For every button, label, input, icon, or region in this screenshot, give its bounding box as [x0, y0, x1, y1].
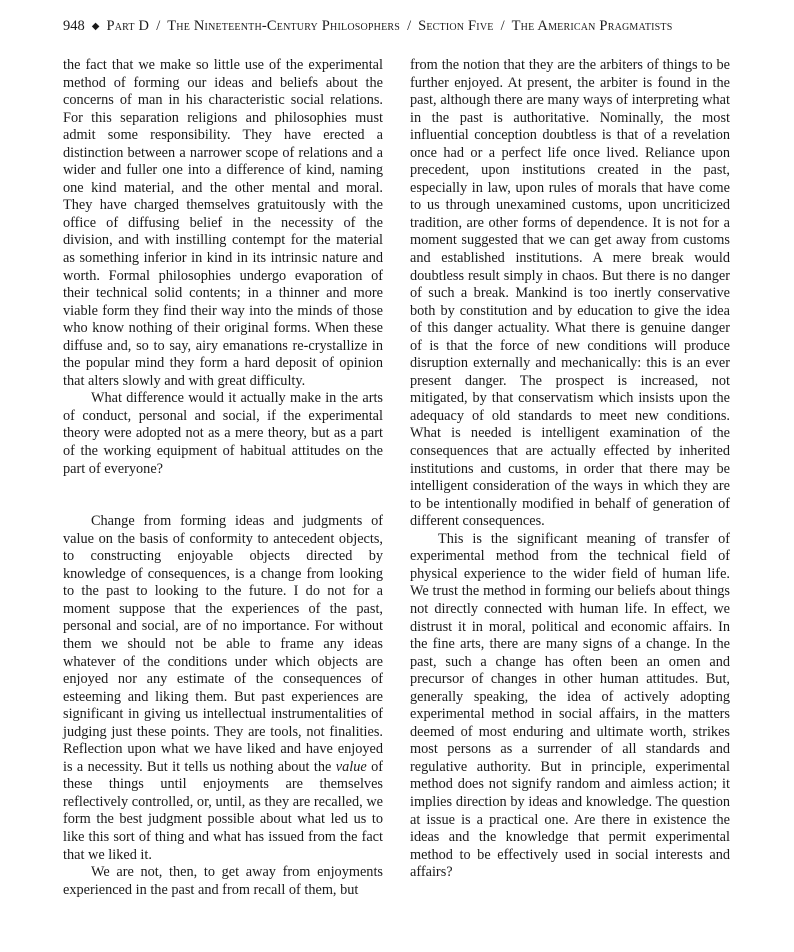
header-section: Section Five: [418, 18, 494, 34]
left-text-column: [63, 57, 383, 899]
paragraph-text: Change from forming ideas and judgments of value on the basis of conformity to antecedent objects, to constructing enjoyable objects directed by knowledge of consequences, is a change from looking to the past to looking to the future. I do not for a moment suppose that the experiences of the past, personal and social, are of no importance. For without them we should not be able to frame any ideas whatever of the conditions under which objects are enjoyed nor any estimate of the consequences of esteeming and liking them. But past experiences are significant in giving us intellectual instrumentalities of judging just these points. They are tools, not finalities. Reflection upon what we have liked and have enjoyed is a necessity. But it tells us nothing about the: [63, 513, 383, 775]
header-chapter: The American Pragmatists: [511, 18, 673, 34]
paragraph: We are not, then, to get away from enjoyments experienced in the past and from recall of them, but: [63, 864, 383, 898]
running-header: [63, 18, 733, 40]
emphasized-word: value: [335, 758, 367, 775]
paragraph: the fact that we make so little use of the experimental method of forming our ideas and beliefs about the concerns of man in his characteristic social relations. For this separation religions and philosophies must admit some responsibility. They have erected a distinction between a narrower scope of relations and a wider and fuller one into a difference of kind, naming one kind material, and the other mental and moral. They have charged themselves gratuitously with the office of diffusing belief in the necessity of the division, and with instilling contempt for the material as something inferior in kind in its intrinsic nature and worth. Formal philosophies undergo evaporation of their technical solid contents; in a thinner and more viable form they find their way into the minds of those who know nothing of their original forms. When these diffuse and, so to say, airy emanations re-crystallize in the popular mind they form a hard deposit of opinion that alters slowly and with great difficulty.: [63, 57, 383, 389]
header-part: Part D: [106, 18, 150, 34]
paragraph-text: of these things until enjoyments are themselves reflectively controlled, or, until, as they are recalled, we form the best judgment possible about what led us to like this sort of thing and what has issued from the fact that we liked it.: [63, 758, 384, 863]
paragraph: What difference would it actually make in the arts of conduct, personal and social, if the experimental theory were adopted not as a mere theory, but as a part of the working equipment of habitual attitudes on the part of everyone?: [63, 390, 383, 477]
page-number: 948: [63, 18, 85, 34]
paragraph: This is the significant meaning of transfer of experimental method from the technical field of physical experience to the wider field of human life. We trust the method in forming our beliefs about things not directly connected with human life. In effect, we distrust it in moral, political and economic affairs. In the fine arts, there are many signs of a change. In the past, such a change has often been an omen and precursor of changes in other human attitudes. But, generally speaking, the idea of actively adopting experimental method in social affairs, in the matters deemed of most enduring and ultimate worth, strikes most persons as a surrender of all standards and regulative authority. But in principle, experimental method does not signify random and aimless action; it implies direction by ideas and knowledge. The question at issue is a practical one. Are there in existence the ideas and the knowledge that permit experimental method to be effectively used in social interests and affairs?: [410, 530, 730, 881]
right-text-column: [410, 57, 730, 882]
header-section-title: The Nineteenth-Century Philosophers: [167, 18, 401, 34]
header-separator: /: [156, 18, 161, 34]
header-separator: /: [407, 18, 412, 34]
paragraph: from the notion that they are the arbiters of things to be further enjoyed. At present, the arbiter is found in the past, although there are many ways of interpreting what in the past is authoritative. Nominally, the most influential conception doubtless is that of a revelation once had or a perfect life once lived. Reliance upon precedent, upon institutions created in the past, especially in law, upon rules of morals that have come to us through unexamined customs, upon uncriticized tradition, are other forms of dependence. It is not for a moment suggested that we can get away from customs and established institutions. A mere break would doubtless result simply in chaos. But there is no danger of such a break. Mankind is too inertly conservative both by constitution and by education to give the idea of this danger actuality. What there is genuine danger of is that the force of new conditions will produce disruption externally and mechanically: this is an ever present danger. The prospect is increased, not mitigated, by that conservatism which insists upon the adequacy of old standards to meet new conditions. What is needed is intelligent examination of the consequences that are actually effected by inherited institutions and customs, in order that there may be intelligent consideration of the ways in which they are to be intentionally modified in behalf of generation of different consequences.: [410, 57, 730, 530]
header-separator: /: [500, 18, 505, 34]
paragraph: [63, 513, 383, 864]
diamond-ornament-icon: ◆: [91, 21, 100, 32]
